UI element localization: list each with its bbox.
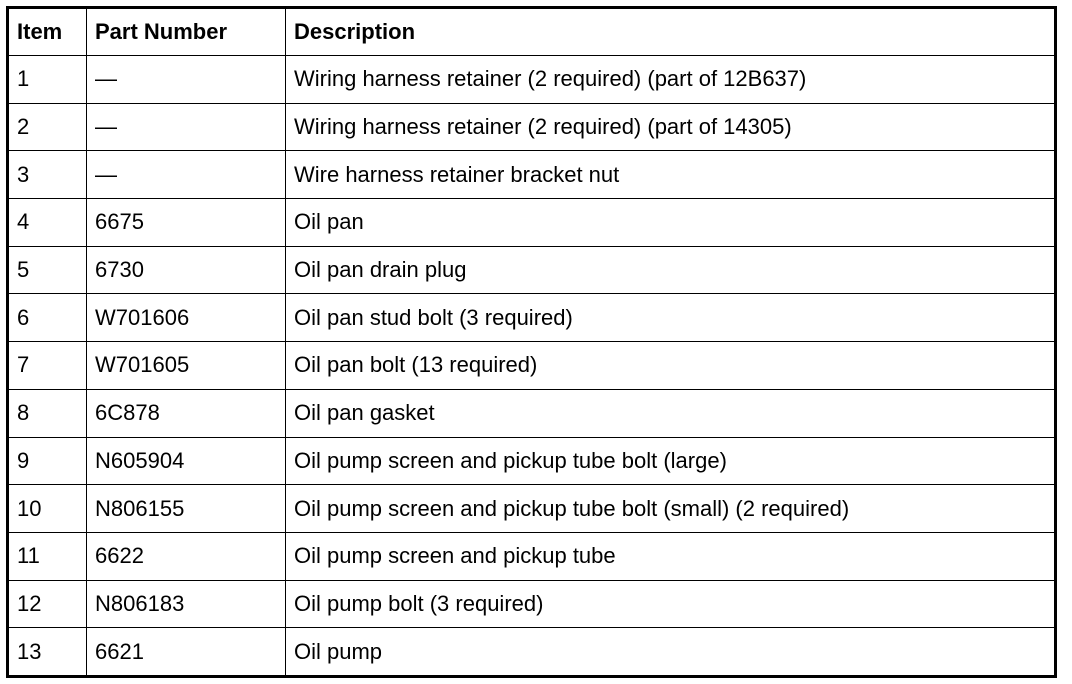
- cell-part-number: N806155: [87, 485, 286, 533]
- cell-item: 5: [8, 246, 87, 294]
- cell-description: Wire harness retainer bracket nut: [286, 151, 1056, 199]
- cell-description: Wiring harness retainer (2 required) (part of 12B637): [286, 56, 1056, 104]
- cell-part-number: —: [87, 56, 286, 104]
- cell-part-number: 6C878: [87, 389, 286, 437]
- cell-description: Oil pump bolt (3 required): [286, 580, 1056, 628]
- cell-item: 6: [8, 294, 87, 342]
- cell-item: 10: [8, 485, 87, 533]
- cell-part-number: 6675: [87, 199, 286, 247]
- table-row: [8, 56, 1056, 104]
- cell-item: 9: [8, 437, 87, 485]
- header-row: [8, 8, 1056, 56]
- parts-table: [6, 6, 1057, 678]
- table-row: [8, 389, 1056, 437]
- table-header: [8, 8, 1056, 56]
- table-row: [8, 199, 1056, 247]
- cell-item: 11: [8, 532, 87, 580]
- cell-description: Oil pan stud bolt (3 required): [286, 294, 1056, 342]
- cell-item: 1: [8, 56, 87, 104]
- table-row: [8, 437, 1056, 485]
- cell-description: Oil pan bolt (13 required): [286, 342, 1056, 390]
- cell-item: 13: [8, 628, 87, 677]
- table-row: [8, 151, 1056, 199]
- cell-item: 4: [8, 199, 87, 247]
- cell-item: 2: [8, 103, 87, 151]
- table-row: [8, 580, 1056, 628]
- cell-part-number: W701605: [87, 342, 286, 390]
- cell-description: Oil pump: [286, 628, 1056, 677]
- cell-part-number: 6730: [87, 246, 286, 294]
- cell-description: Oil pump screen and pickup tube bolt (large): [286, 437, 1056, 485]
- cell-description: Oil pan gasket: [286, 389, 1056, 437]
- cell-description: Oil pump screen and pickup tube bolt (small) (2 required): [286, 485, 1056, 533]
- cell-item: 7: [8, 342, 87, 390]
- table-row: [8, 342, 1056, 390]
- cell-part-number: W701606: [87, 294, 286, 342]
- cell-part-number: —: [87, 151, 286, 199]
- cell-description: Oil pan: [286, 199, 1056, 247]
- cell-description: Wiring harness retainer (2 required) (part of 14305): [286, 103, 1056, 151]
- table-row: [8, 246, 1056, 294]
- table-row: [8, 485, 1056, 533]
- cell-description: Oil pump screen and pickup tube: [286, 532, 1056, 580]
- cell-item: 3: [8, 151, 87, 199]
- table-row: [8, 532, 1056, 580]
- cell-description: Oil pan drain plug: [286, 246, 1056, 294]
- header-description: Description: [286, 8, 1056, 56]
- cell-part-number: 6621: [87, 628, 286, 677]
- cell-part-number: N806183: [87, 580, 286, 628]
- table-row: [8, 294, 1056, 342]
- table-row: [8, 103, 1056, 151]
- cell-part-number: N605904: [87, 437, 286, 485]
- cell-item: 12: [8, 580, 87, 628]
- cell-part-number: —: [87, 103, 286, 151]
- header-item: Item: [8, 8, 87, 56]
- cell-part-number: 6622: [87, 532, 286, 580]
- header-part-number: Part Number: [87, 8, 286, 56]
- table-body: [8, 56, 1056, 677]
- cell-item: 8: [8, 389, 87, 437]
- table-row: [8, 628, 1056, 677]
